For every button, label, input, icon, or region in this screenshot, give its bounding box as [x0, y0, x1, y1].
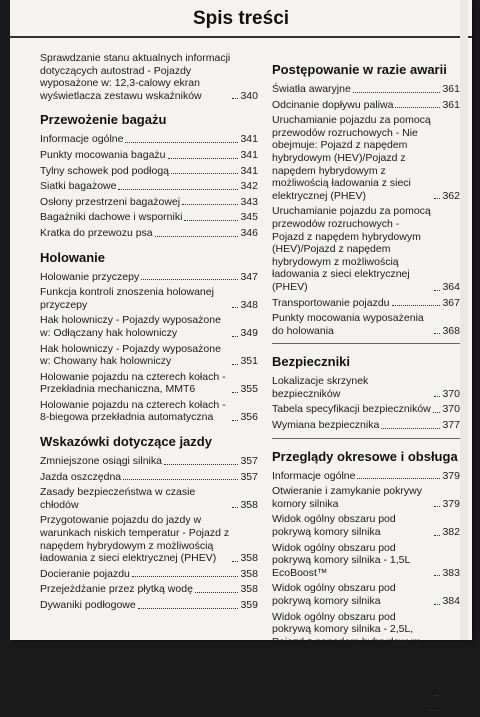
toc-entry-page-number: 358	[240, 567, 258, 580]
toc-entry[interactable]	[272, 205, 460, 293]
toc-entry-page-number: 356	[240, 411, 258, 424]
toc-entry[interactable]	[40, 371, 258, 396]
dot-leader	[118, 189, 238, 190]
dot-leader	[141, 279, 238, 280]
toc-entry-page-number: 370	[442, 403, 460, 416]
toc-entry-title: Światła awaryjne	[272, 83, 351, 95]
toc-entry-title: Widok ogólny obszaru pod pokrywą komory silnika	[272, 582, 396, 607]
toc-entry[interactable]	[40, 165, 258, 178]
toc-entry-page-number: 361	[442, 83, 460, 95]
page-header	[10, 6, 472, 34]
section-divider	[272, 438, 460, 439]
toc-entry-title: Miarka poziomu oleju silnikowego	[272, 701, 429, 714]
toc-entry-title: Uruchamianie pojazdu za pomocą przewodów rozruchowych - Pojazd z napędem hybrydowym (HEV)/Pojazd z napędem hybrydowym z możliwością ładowania z sieci elektrycznej (PHEV)	[272, 205, 431, 293]
dot-leader	[353, 92, 441, 93]
dot-leader	[434, 604, 440, 605]
section-heading: Holowanie	[40, 249, 106, 265]
dot-leader	[125, 142, 238, 143]
dot-leader	[138, 608, 239, 609]
toc-entry-title: Sprawdzanie stanu aktualnych informacji dotyczących autostrad - Pojazdy wyposażone w: 12,3-calowy ekran wyświetlacza zestawu wskaźników	[40, 52, 231, 102]
toc-entry-page-number: 358	[240, 552, 258, 565]
toc-entry[interactable]	[40, 52, 258, 102]
dot-leader	[381, 428, 440, 429]
toc-entry-title: Uruchamianie pojazdu za pomocą przewodów rozruchowych - Nie obejmuje: Pojazd z napędem hybrydowym (HEV)/Pojazd z napędem hybrydowym z możliwością ładowania z sieci elektrycznej (PHEV)	[272, 114, 431, 202]
dot-leader	[182, 204, 238, 205]
toc-entry-title: Osłony przestrzeni bagażowej	[40, 195, 181, 208]
dot-leader	[434, 198, 440, 199]
toc-entry[interactable]	[40, 149, 258, 162]
toc-entry-title: Przygotowanie pojazdu do jazdy w warunkach niskich temperatur - Pojazd z napędem hybrydowym z możliwością ładowania z sieci elektrycznej (PHEV)	[40, 514, 230, 565]
dot-leader	[232, 561, 238, 562]
dot-leader	[433, 412, 441, 413]
toc-entry-page-number: 384	[442, 595, 460, 607]
section-heading: Bezpieczniki	[272, 354, 351, 370]
toc-entry-page-number: 385	[442, 686, 460, 699]
toc-entry-page-number: 349	[240, 326, 258, 339]
toc-entry-page-number: 345	[240, 211, 258, 224]
toc-entry-page-number: 364	[442, 280, 460, 293]
toc-entry[interactable]	[40, 514, 258, 564]
toc-entry-page-number: 361	[442, 98, 460, 111]
toc-entry-page-number: 357	[240, 455, 258, 468]
dot-leader	[434, 290, 440, 291]
toc-entry-title: Informacje ogólne	[40, 133, 124, 146]
toc-entry[interactable]	[40, 568, 258, 581]
toc-entry-title: Otwieranie i zamykanie pokrywy komory silnika	[272, 485, 422, 510]
toc-entry-page-number: 379	[442, 469, 460, 482]
toc-entry-page-number: 358	[240, 583, 258, 596]
dot-leader	[395, 107, 440, 108]
toc-entry-page-number: 348	[240, 298, 258, 311]
toc-entry-page-number: 367	[442, 296, 460, 309]
dot-leader	[164, 464, 238, 465]
toc-entry-page-number: 346	[240, 226, 258, 239]
dot-leader	[232, 364, 238, 365]
section-heading: Wskazówki dotyczące jazdy	[40, 434, 212, 450]
toc-entry[interactable]	[40, 180, 258, 193]
toc-entry[interactable]	[272, 470, 460, 483]
toc-entry-title: Informacje ogólne	[272, 469, 356, 482]
toc-entry[interactable]	[40, 227, 258, 240]
toc-entry-page-number: 362	[442, 189, 460, 202]
toc-entry[interactable]	[40, 133, 258, 146]
dot-leader	[123, 479, 238, 480]
toc-entry-page-number: 340	[240, 89, 258, 102]
toc-entry-title: Lokalizacje skrzynek bezpieczników	[272, 375, 369, 400]
dot-leader	[184, 220, 238, 221]
toc-entry-title: Zmniejszone osiągi silnika	[40, 455, 162, 468]
toc-entry[interactable]	[40, 486, 258, 511]
toc-entry[interactable]	[272, 114, 460, 202]
dot-leader	[392, 305, 441, 306]
toc-entry-title: Widok ogólny obszaru pod pokrywą komory silnika - 2,5L, Pojazd z napędem hybrydowym (HEV)/Pojazd z napędem hybrydowym z możliwością ładowania z sieci elektrycznej (PHEV)	[272, 610, 421, 699]
toc-entry-title: Dywaniki podłogowe	[40, 599, 136, 611]
dot-leader	[232, 420, 238, 421]
dot-leader	[434, 333, 440, 334]
toc-entry[interactable]	[272, 375, 460, 400]
toc-entry[interactable]	[272, 297, 460, 310]
section-heading: Przeglądy okresowe i obsługa	[272, 448, 458, 464]
toc-entry[interactable]	[40, 455, 258, 468]
toc-left-column	[40, 52, 258, 615]
toc-right-column	[272, 52, 460, 717]
toc-entry-page-number: 351	[240, 355, 258, 368]
toc-entry[interactable]	[272, 542, 460, 580]
dot-leader	[171, 173, 238, 174]
toc-entry-page-number: 357	[240, 470, 258, 483]
toc-entry[interactable]	[272, 419, 460, 432]
toc-entry-page-number: 370	[442, 387, 460, 400]
toc-entry-title: Holowanie pojazdu na czterech kołach - Przekładnia mechaniczna, MMT6	[40, 370, 226, 396]
toc-entry-page-number: 343	[240, 195, 258, 208]
dot-leader	[434, 535, 440, 536]
toc-entry-title: Jazda oszczędna	[40, 470, 122, 483]
toc-entry-page-number: 382	[442, 526, 460, 539]
page-edge	[460, 0, 468, 640]
dot-leader	[232, 307, 238, 308]
section-heading: Postępowanie w razie awarii	[272, 62, 447, 77]
toc-entry[interactable]	[272, 312, 460, 337]
dot-leader	[232, 507, 238, 508]
toc-entry-title: Bagażniki dachowe i wsporniki	[40, 211, 183, 224]
toc-entry-page-number: 347	[240, 270, 258, 283]
toc-entry-title: Odcinanie dopływu paliwa	[272, 98, 394, 111]
toc-entry-page-number: 355	[240, 383, 258, 396]
dot-leader	[232, 392, 238, 393]
dot-leader	[232, 336, 238, 337]
toc-entry-page-number: 358	[240, 498, 258, 511]
toc-entry-title: Holowanie przyczepy	[40, 270, 140, 283]
dot-leader	[434, 695, 440, 696]
toc-entry-title: Wymiana bezpiecznika	[272, 419, 380, 432]
dot-leader	[168, 158, 239, 159]
toc-entry-title: Punkty mocowania bagażu	[40, 148, 166, 161]
toc-entry-title: Widok ogólny obszaru pod pokrywą komory silnika	[272, 513, 396, 539]
toc-entry-title: Holowanie pojazdu na czterech kołach - 8-biegowa przekładnia automatyczna	[40, 398, 226, 424]
toc-entry[interactable]	[40, 196, 258, 209]
toc-entry-title: Tylny schowek pod podłogą	[40, 164, 169, 177]
header-rule	[10, 36, 472, 38]
toc-entry[interactable]	[272, 99, 460, 112]
section-divider	[272, 343, 460, 344]
toc-entry[interactable]	[40, 471, 258, 484]
dot-leader	[434, 396, 440, 397]
toc-entry-page-number: 383	[442, 566, 460, 579]
dot-leader	[195, 592, 239, 593]
toc-entry[interactable]	[272, 485, 460, 510]
toc-entry[interactable]	[272, 403, 460, 416]
toc-entry-page-number: 379	[442, 497, 460, 510]
dot-leader	[434, 506, 440, 507]
dot-leader	[232, 98, 238, 99]
toc-entry[interactable]	[40, 271, 258, 284]
toc-entry-page-number: 342	[240, 180, 258, 193]
dot-leader	[132, 576, 239, 577]
toc-entry-page-number: 359	[240, 599, 258, 611]
toc-entry[interactable]	[272, 611, 460, 699]
dot-leader	[434, 575, 440, 576]
dot-leader	[430, 710, 440, 711]
toc-entry-title: Transportowanie pojazdu	[272, 296, 390, 309]
dot-leader	[155, 236, 239, 237]
toc-page	[10, 0, 472, 714]
section-heading: Przewożenie bagażu	[40, 112, 167, 128]
toc-entry-title: Siatki bagażowe	[40, 180, 117, 193]
toc-entry-page-number: 341	[240, 164, 258, 177]
toc-entry-title: Zasady bezpieczeństwa w czasie chłodów	[40, 486, 196, 511]
toc-entry-page-number: 386	[442, 701, 460, 714]
toc-entry-title: Kratka do przewozu psa	[40, 226, 153, 239]
toc-entry-title: Hak holowniczy - Pojazdy wyposażone w: Odłączany hak holowniczy	[40, 314, 221, 339]
toc-entry-title: Docieranie pojazdu	[40, 567, 130, 580]
toc-entry[interactable]	[40, 583, 258, 596]
toc-entry-title: Funkcja kontroli znoszenia holowanej przyczepy	[40, 286, 214, 311]
toc-entry[interactable]	[272, 702, 460, 715]
toc-entry[interactable]	[40, 399, 258, 424]
toc-entry[interactable]	[272, 513, 460, 538]
toc-entry[interactable]	[40, 314, 258, 339]
toc-entry-page-number: 341	[240, 133, 258, 146]
toc-entry[interactable]	[272, 582, 460, 607]
toc-entry-page-number: 368	[442, 324, 460, 337]
dot-leader	[357, 478, 440, 479]
toc-entry[interactable]	[40, 343, 258, 368]
toc-entry-title: Przejeżdżanie przez płytką wodę	[40, 583, 193, 596]
toc-entry-title: Hak holowniczy - Pojazdy wyposażone w: Chowany hak holowniczy	[40, 342, 221, 368]
toc-entry[interactable]	[40, 211, 258, 224]
toc-entry-title: Punkty mocowania wyposażenia do holowania	[272, 312, 424, 337]
toc-entry-page-number: 377	[442, 419, 460, 432]
toc-entry[interactable]	[40, 599, 258, 612]
toc-entry-title: Widok ogólny obszaru pod pokrywą komory silnika - 1,5L EcoBoost™	[272, 541, 410, 579]
toc-entry[interactable]	[40, 286, 258, 311]
toc-entry-title: Tabela specyfikacji bezpieczników	[272, 403, 431, 416]
toc-entry-page-number: 341	[240, 148, 258, 161]
toc-entry[interactable]	[272, 83, 460, 96]
page-title: Spis treści	[192, 8, 290, 29]
